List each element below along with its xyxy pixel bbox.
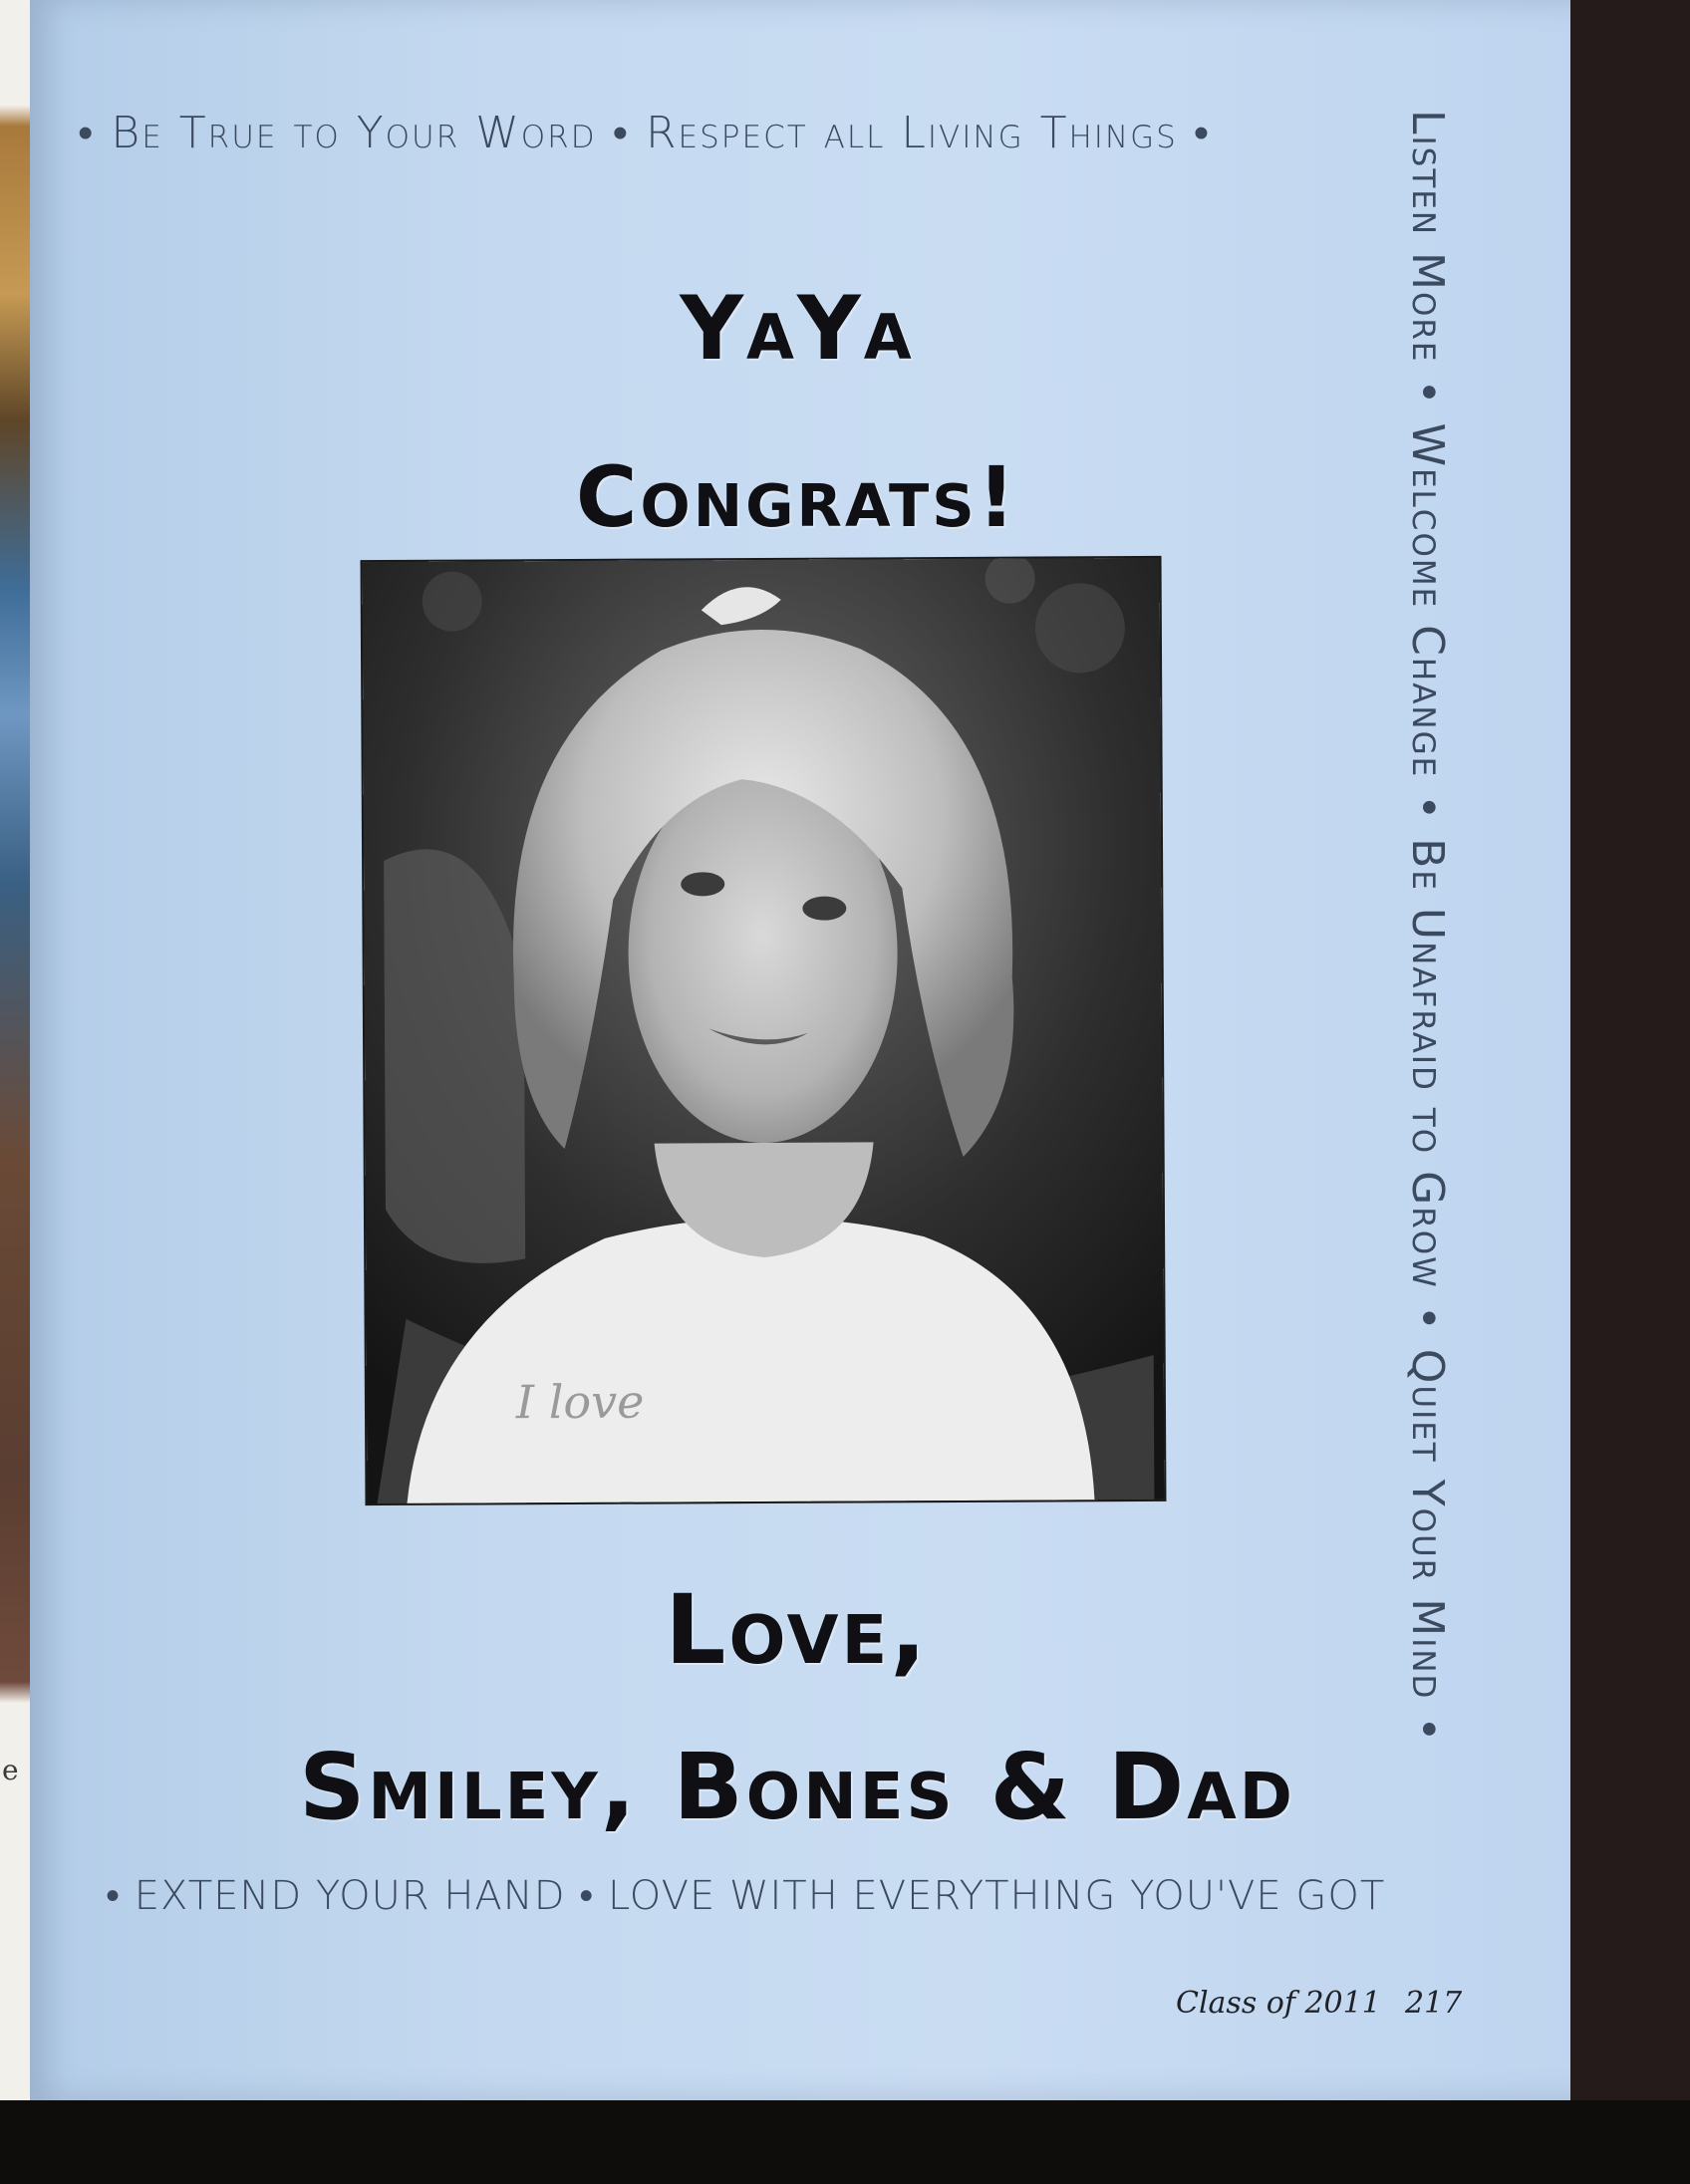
motto-side-vertical: Listen More • Welcome Change • Be Unafraid to Grow • Quiet Your Mind • (1402, 110, 1453, 1745)
heading-congrats: Congrats! (575, 448, 1019, 546)
book-spine-shadow (1570, 0, 1690, 2184)
left-page-edge (0, 0, 30, 2102)
child-portrait-photo (363, 558, 1165, 1503)
bottom-shadow (0, 2100, 1690, 2184)
shirt-print-text: I love (515, 1374, 645, 1430)
yearbook-page (30, 0, 1584, 2100)
portrait-illustration (363, 558, 1165, 1503)
left-page-text-fragment: e (2, 1754, 19, 1786)
heading-love: Love, (665, 1574, 930, 1686)
motto-bottom: • EXTEND YOUR HAND • LOVE WITH EVERYTHING YOU'VE GOT (106, 1873, 1386, 1919)
heading-signature: Smiley, Bones & Dad (299, 1734, 1295, 1840)
footer-page-number: 217 (1405, 1986, 1463, 2021)
heading-name: YaYa (680, 277, 915, 380)
motto-top: • Be True to Your Word • Respect all Living Things • (78, 108, 1212, 158)
footer-class-label: Class of 2011 (1176, 1986, 1381, 2021)
